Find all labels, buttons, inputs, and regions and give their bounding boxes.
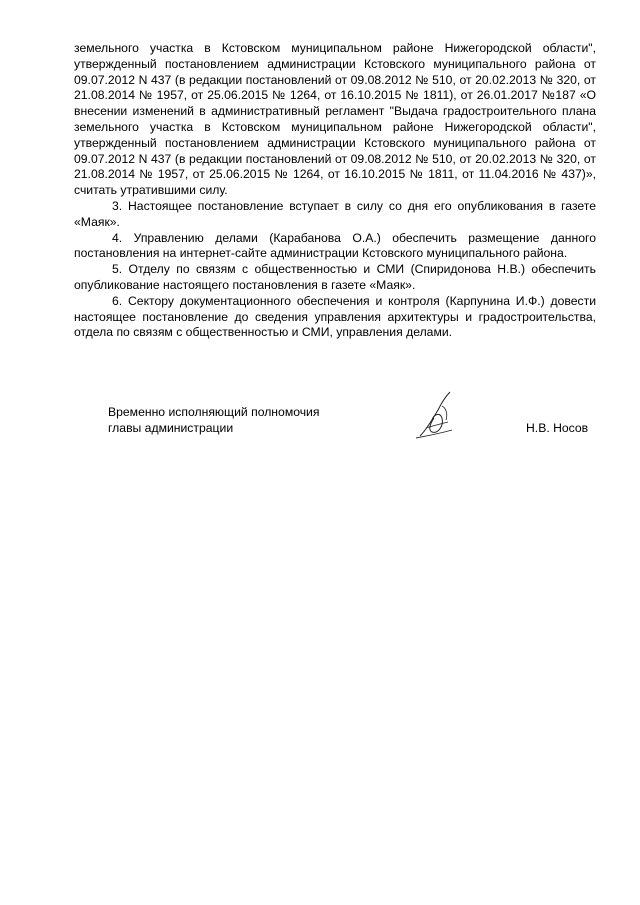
handwritten-signature	[412, 390, 460, 442]
list-item: 5. Отделу по связям с общественностью и СМИ (Спиридонова Н.В.) обеспечить опубликование настоящего постановления в газете «Маяк».	[74, 262, 596, 292]
signatory-position-line: Временно исполняющий полномочия	[108, 405, 320, 419]
list-item: 3. Настоящее постановление вступает в силу со дня его опубликования в газете «Маяк».	[74, 198, 596, 229]
list-item: 6. Сектору документационного обеспечения и контроля (Карпунина И.Ф.) довести настоящее постановление до сведения управления архитектуры и градостроительства, отдела по связям с общественностью и СМИ, управления делами.	[74, 293, 596, 340]
signatory-name: Н.В. Носов	[526, 421, 589, 435]
document-body	[74, 41, 596, 341]
intro-paragraph: земельного участка в Кстовском муниципальном районе Нижегородской области", утвержденный постановлением администрации Кстовского муниципального района от 09.07.2012 N 437 (в редакции постановлений от 09.08.2012 № 510, от 20.02.2013 № 320, от 21.08.2014 № 1957, от 25.06.2015 № 1264, от 16.10.2015 № 1811), от 26.01.2017 №187 «О внесении изменений в административный регламент "Выдача градостроительного плана земельного участка в Кстовском муниципальном районе Нижегородской области", утвержденный постановлением администрации Кстовского муниципального района от 09.07.2012 N 437 (в редакции постановлений от 09.08.2012 № 510, от 20.02.2013 № 320, от 21.08.2014 № 1957, от 25.06.2015 № 1264, от 16.10.2015 № 1811, от 11.04.2016 № 437)», считать утратившими силу.	[74, 41, 596, 198]
signatory-position-line: главы администрации	[108, 420, 234, 435]
signatory-position	[108, 405, 319, 437]
list-item: 4. Управлению делами (Карабанова О.А.) обеспечить размещение данного постановления на интернет-сайте администрации Кстовского муниципального района.	[74, 230, 596, 261]
